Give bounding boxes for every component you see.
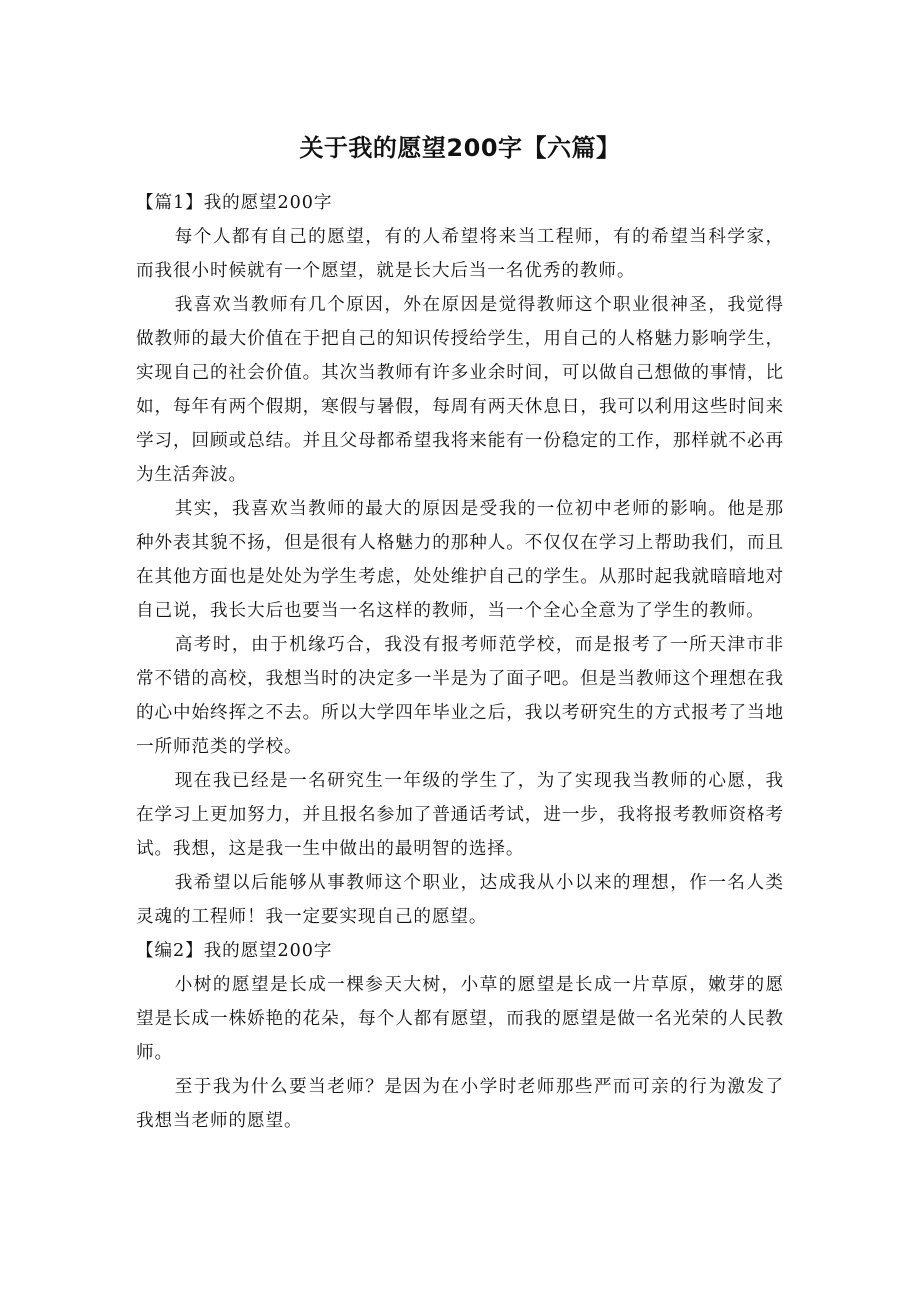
paragraph: 每个人都有自己的愿望，有的人希望将来当工程师，有的希望当科学家，而我很小时候就有一个愿望，就是长大后当一名优秀的教师。 bbox=[136, 227, 784, 281]
page-title: 关于我的愿望200字【六篇】 bbox=[299, 134, 621, 163]
paragraph: 高考时，由于机缘巧合，我没有报考师范学校，而是报考了一所天津市非常不错的高校，我想当时的决定多一半是为了面子吧。但是当教师这个理想在我的心中始终挥之不去。所以大学四年毕业之后，我以考研究生的方式报考了当地一所师范类的学校。 bbox=[136, 635, 784, 757]
paragraph: 至于我为什么要当老师？是因为在小学时老师那些严而可亲的行为激发了我想当老师的愿望。 bbox=[136, 1077, 784, 1131]
section-heading-2: 【编2】我的愿望200字 bbox=[136, 941, 333, 961]
paragraph: 我喜欢当教师有几个原因，外在原因是觉得教师这个职业很神圣，我觉得做教师的最大价值在于把自己的知识传授给学生，用自己的人格魅力影响学生，实现自己的社会价值。其次当教师有许多业余时间，可以做自己想做的事情，比如，每年有两个假期，寒假与暑假，每周有两天休息日，我可以利用这些时间来学习，回顾或总结。并且父母都希望我将来能有一份稳定的工作，那样就不必再为生活奔波。 bbox=[136, 295, 784, 485]
paragraph: 小树的愿望是长成一棵参天大树，小草的愿望是长成一片草原，嫩芽的愿望是长成一株娇艳的花朵，每个人都有愿望，而我的愿望是做一名光荣的人民教师。 bbox=[136, 975, 784, 1063]
paragraph: 现在我已经是一名研究生一年级的学生了，为了实现我当教师的心愿，我在学习上更加努力，并且报名参加了普通话考试，进一步，我将报考教师资格考试。我想，这是我一生中做出的最明智的选择。 bbox=[136, 771, 784, 859]
section-heading-1: 【篇1】我的愿望200字 bbox=[136, 193, 333, 213]
paragraph: 我希望以后能够从事教师这个职业，达成我从小以来的理想，作一名人类灵魂的工程师！我一定要实现自己的愿望。 bbox=[136, 873, 784, 927]
paragraph: 其实，我喜欢当教师的最大的原因是受我的一位初中老师的影响。他是那种外表其貌不扬，但是很有人格魅力的那种人。不仅仅在学习上帮助我们，而且在其他方面也是处处为学生考虑，处处维护自己的学生。从那时起我就暗暗地对自己说，我长大后也要当一名这样的教师，当一个全心全意为了学生的教师。 bbox=[136, 499, 784, 621]
document-body bbox=[136, 186, 784, 1138]
